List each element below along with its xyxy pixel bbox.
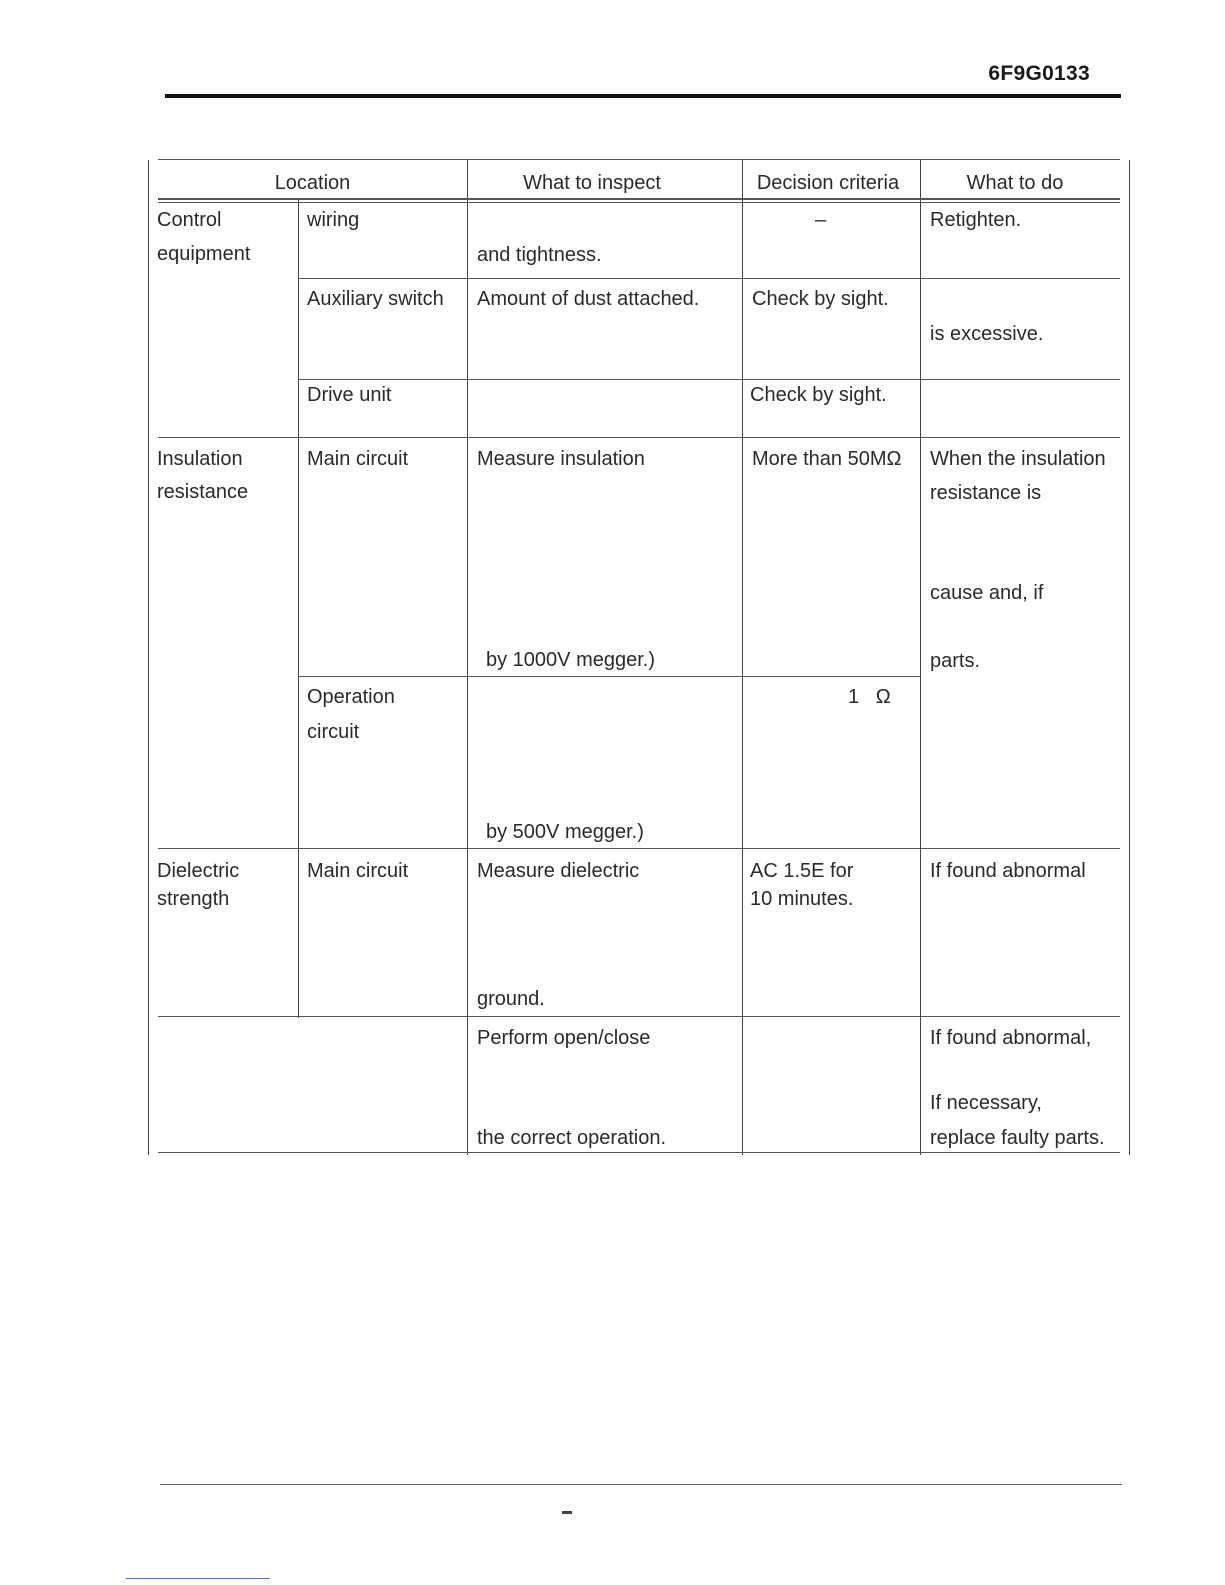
drive-unit-criteria: Check by sight. (750, 384, 887, 406)
operation-check-inspect-1: Perform open/close (477, 1027, 651, 1049)
table-left-border (148, 160, 149, 1155)
dielectric-action: If found abnormal (930, 860, 1086, 882)
col-divider-sublocation (298, 198, 299, 1018)
operation-check-inspect-2: the correct operation. (477, 1127, 666, 1149)
insulation-main-inspect-2: by 1000V megger.) (486, 649, 655, 671)
operation-check-action-3: replace faulty parts. (930, 1127, 1105, 1149)
dielectric-criteria-1: AC 1.5E for (750, 860, 854, 882)
col-divider-action (920, 160, 921, 1155)
header-location: Location (274, 172, 351, 194)
operation-circuit-location-2: circuit (307, 721, 360, 743)
link-underline (126, 1578, 270, 1579)
group-control-line1: Control (157, 209, 222, 231)
group-insulation-line1: Insulation (157, 448, 243, 470)
operation-check-action-1: If found abnormal, (930, 1027, 1092, 1049)
operation-circuit-criteria: 1 Ω (848, 686, 891, 708)
doc-code: 6F9G0133 (988, 62, 1090, 85)
dielectric-inspect-2: ground. (477, 988, 545, 1010)
insulation-main-location: Main circuit (307, 448, 409, 470)
col-divider-inspect (467, 160, 468, 1155)
wiring-action: Retighten. (930, 209, 1022, 231)
header-criteria: Decision criteria (756, 172, 900, 194)
header-rule (165, 94, 1121, 98)
aux-switch-criteria: Check by sight. (752, 288, 889, 310)
insulation-main-inspect-1: Measure insulation (477, 448, 645, 470)
insulation-action-2: resistance is (930, 482, 1042, 504)
group-dielectric-line2: strength (157, 888, 230, 910)
footer-rule (160, 1484, 1122, 1485)
group-dielectric-line1: Dielectric (157, 860, 240, 882)
row-line-aux-switch (298, 379, 1120, 380)
dielectric-main-location: Main circuit (307, 860, 409, 882)
dielectric-inspect-1: Measure dielectric (477, 860, 640, 882)
drive-unit-location: Drive unit (307, 384, 392, 406)
table-right-border (1129, 160, 1130, 1155)
dielectric-criteria-2: 10 minutes. (750, 888, 854, 910)
header-bottom-line (158, 198, 1120, 200)
row-line-control-group (158, 437, 1120, 438)
insulation-action-1: When the insulation (930, 448, 1106, 470)
header-bottom-line-2 (158, 202, 1120, 203)
aux-switch-action: is excessive. (930, 323, 1044, 345)
row-line-wiring (298, 278, 1120, 279)
col-divider-criteria (742, 160, 743, 1155)
wiring-location: wiring (307, 209, 360, 231)
header-action: What to do (966, 172, 1064, 194)
operation-check-action-2: If necessary, (930, 1092, 1042, 1114)
group-insulation-line2: resistance (157, 481, 249, 503)
row-line-dielectric-group (158, 1016, 1120, 1017)
wiring-criteria: – (815, 209, 827, 231)
group-control-line2: equipment (157, 243, 251, 265)
operation-circuit-location-1: Operation (307, 686, 395, 708)
insulation-action-4: parts. (930, 650, 981, 672)
page-number-mark (562, 1511, 572, 1514)
aux-switch-location: Auxiliary switch (307, 288, 444, 310)
insulation-action-3: cause and, if (930, 582, 1044, 604)
wiring-inspect: and tightness. (477, 244, 602, 266)
aux-switch-inspect: Amount of dust attached. (477, 288, 700, 310)
header-inspect: What to inspect (523, 172, 661, 194)
insulation-main-criteria: More than 50MΩ (752, 448, 902, 470)
table-top-border (158, 159, 1120, 160)
operation-circuit-inspect: by 500V megger.) (486, 821, 644, 843)
